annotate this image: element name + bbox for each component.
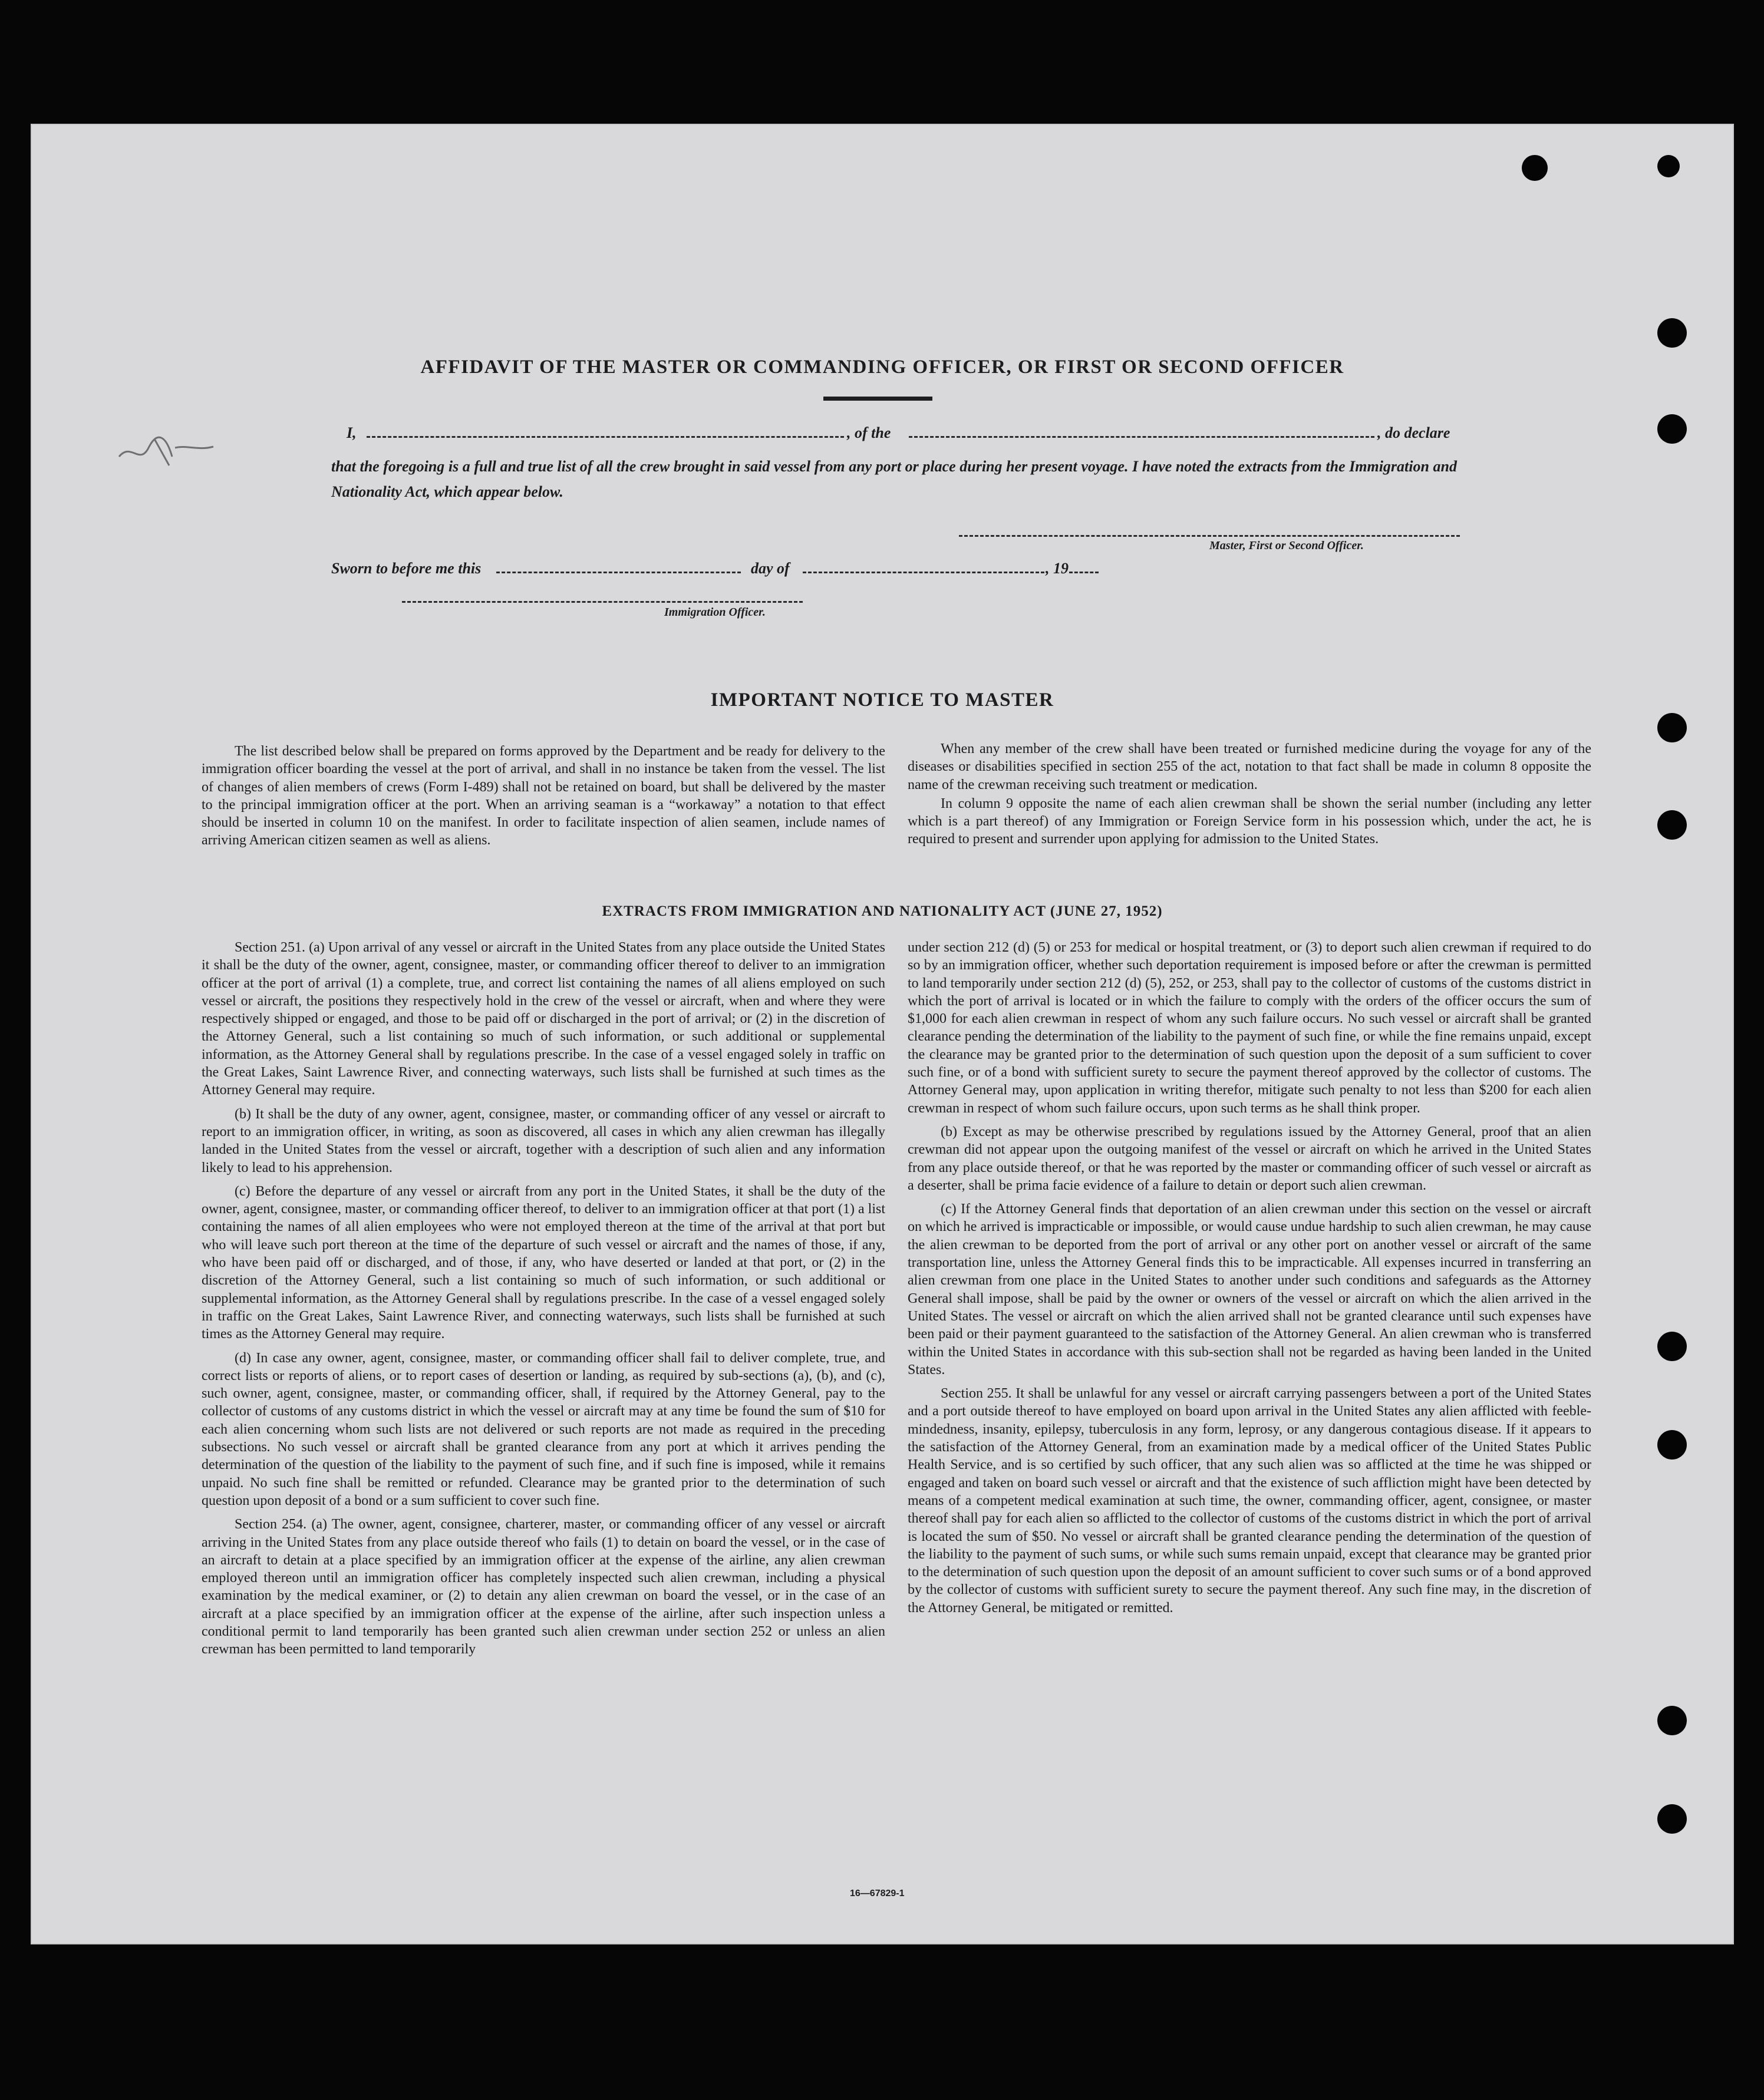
punch-hole xyxy=(1657,1706,1687,1735)
extracts-left-column xyxy=(202,939,885,1665)
affidavit-title: AFFIDAVIT OF THE MASTER OR COMMANDING OFFICER, OR FIRST OR SECOND OFFICER xyxy=(420,356,1344,378)
section-251a: Section 251. (a) Upon arrival of any vessel or aircraft in the United States from any place outside the United States it shall be the duty of the owner, agent, consignee, master, or commanding officer thereof to deliver to an immigration officer at the port of arrival (1) a complete, true, and correct list containing the names of all aliens employed on such vessel or aircraft, the positions they respectively hold in the crew of the vessel or aircraft, when and where they were respectively shipped or engaged, and those to be paid off or discharged in the port of arrival; or (2) in the discretion of the Attorney General, such a list containing so much of such information, or such additional or supplemental information, as the Attorney General shall by regulations prescribe. In the case of a vessel engaged solely in traffic on the Great Lakes, Saint Lawrence River, and connecting waterways, such lists shall be furnished at such times as the Attorney General may require. xyxy=(202,940,885,1098)
sworn-year-field[interactable] xyxy=(1069,572,1099,573)
punch-hole xyxy=(1657,1804,1687,1834)
year-label: , 19 xyxy=(1046,560,1069,577)
sworn-label: Sworn to before me this xyxy=(331,560,482,577)
form-number: 16—67829-1 xyxy=(850,1888,905,1898)
punch-hole xyxy=(1657,1332,1687,1361)
section-254a-continued: under section 212 (d) (5) or 253 for medical or hospital treatment, or (3) to deport such alien crewman if required to do so by an immigration officer, whether such deportation requirement is imposed before or after the crewman is permitted to land temporarily under section 212 (d) (5), 252, or 253, shall pay to the collector of customs of the customs district in which the port of arrival is located or in which the failure to comply with the orders of the officer occurs the sum of $1,000 for each alien crewman in respect of whom any such failure occurs. No such vessel or aircraft shall be granted clearance pending the determination of the liability to the payment of such fine, or while the fine remains unpaid, except the clearance may be granted prior to the determination of such question upon the deposit of a sum sufficient to cover such fine, or of a bond with sufficient surety to secure the payment thereof approved by the collector of customs. The Attorney General may, upon application in writing therefor, mitigate such penalty to not less than $200 for each alien crewman in respect of whom such failure occurs, upon such terms as he shall think proper. xyxy=(908,940,1591,1116)
vessel-field[interactable] xyxy=(909,436,1374,438)
notice-left-column xyxy=(202,742,885,856)
section-251b: (b) It shall be the duty of any owner, agent, consignee, master, or commanding officer of any vessel or aircraft to report to an immigration officer, in writing, as soon as discovered, all cases in which any alien crewman has illegally landed in the United States from the vessel or aircraft, together with a description of such alien and any information likely to lead to his apprehension. xyxy=(202,1106,885,1176)
i-label: I, xyxy=(347,424,357,441)
title-underline xyxy=(823,397,932,401)
punch-hole xyxy=(1522,155,1548,181)
section-255: Section 255. It shall be unlawful for any vessel or aircraft carrying passengers between a port of the United States and a port outside thereof to have employed on board upon arrival in the United States any alien afflicted with feeble-mindedness, insanity, epilepsy, tuberculosis in any form, leprosy, or any dangerous contagious disease. If it appears to the satisfaction of the Attorney General, from an examination made by a medical officer of the United States Public Health Service, and is so certified by such officer, that any such alien was so afflicted at the time he was shipped or engaged and taken on board such vessel or aircraft and that the existence of such affliction might have been detected by means of a competent medical examination at such time, the owner, commanding officer, agent, consignee, or master thereof shall pay for each alien so afflicted to the collector of customs of the customs district in which the port of arrival is located the sum of $50. No vessel or aircraft shall be granted clearance pending the determination of the question of the liability to the payment of such sums, or while such sums remain unpaid, except that clearance may be granted prior to the determination of such question upon the deposit of an amount sufficient to cover such sums or of a bond approved by the collector of customs with sufficient surety to secure the payment thereof. Any such fine may, in the discretion of the Attorney General, be mitigated or remitted. xyxy=(908,1386,1591,1616)
punch-hole xyxy=(1657,810,1687,840)
section-254a: Section 254. (a) The owner, agent, consignee, charterer, master, or commanding officer of any vessel or aircraft arriving in the United States from any place outside thereof who fails (1) to detain on board the vessel, or in the case of an aircraft to detain at a place specified by an immigration officer at the expense of the airline, any alien crewman employed thereon until an immigration officer has completely inspected such alien crewman, including a physical examination by the medical examiner, or (2) to detain any alien crewman on board the vessel, or in the case of an aircraft at a place specified by an immigration officer at the expense of the airline, after such inspection unless a conditional permit to land temporarily has been granted such alien crewman under section 252 or unless an alien crewman has been permitted to land temporarily xyxy=(202,1517,885,1657)
immigration-officer-signature-field[interactable] xyxy=(402,601,803,603)
punch-hole xyxy=(1657,414,1687,444)
master-caption: Master, First or Second Officer. xyxy=(1209,539,1364,552)
handwritten-initials xyxy=(113,430,219,471)
extracts-title: EXTRACTS FROM IMMIGRATION AND NATIONALITY ACT (JUNE 27, 1952) xyxy=(602,903,1163,919)
punch-hole xyxy=(1657,713,1687,742)
immigration-officer-caption: Immigration Officer. xyxy=(664,606,766,619)
section-254c: (c) If the Attorney General finds that deportation of an alien crewman under this section on the vessel or aircraft on which he arrived is impracticable or impossible, or would cause undue hardship to such alien crewman, he may cause the alien crewman to be deported from the port of arrival or any other port on another vessel or aircraft of the same transportation line, unless the Attorney General finds this to be impracticable. All expenses incurred in transferring an alien crewman from one place in the United States to another under such conditions and safeguards as the Attorney General shall impose, shall be paid by the owner or owners of the vessel or aircraft on which the alien arrived in the United States. The vessel or aircraft on which the alien arrived shall not be granted clearance until such expenses have been paid or their payment guaranteed to the satisfaction of the Attorney General. An alien crewman who is transferred within the United States in accordance with this sub-section shall not be regarded as having been landed in the United States. xyxy=(908,1201,1591,1378)
notice-paragraph: When any member of the crew shall have been treated or furnished medicine during the voyage for any of the diseases or disabilities specified in section 255 of the act, notation to that fact shall be made in column 8 opposite the name of the crewman receiving such treatment or medication. xyxy=(908,741,1591,793)
notice-title: IMPORTANT NOTICE TO MASTER xyxy=(710,689,1054,711)
sworn-day-field[interactable] xyxy=(496,572,741,573)
section-254b: (b) Except as may be otherwise prescribed by regulations issued by the Attorney General, proof that an alien crewman did not appear upon the outgoing manifest of the vessel or aircraft on which he arrived in the United States from any place outside thereof, or that he was reported by the master or commanding officer of such vessel or aircraft as a deserter, shall be prima facie evidence of a failure to detain or deport such alien crewman. xyxy=(908,1124,1591,1193)
notice-paragraph: The list described below shall be prepared on forms approved by the Department and be ready for delivery to the immigration officer boarding the vessel at the port of arrival, and shall in no instance be taken from the vessel. The list of changes of alien members of crews (Form I-489) shall not be retained on board, but shall be delivered by the master to the principal immigration officer at the port. When an arriving seaman is a “workaway” a notation to that effect should be inserted in column 10 on the manifest. In order to facilitate inspection of alien seamen, include names of arriving American citizen seamen as well as aliens. xyxy=(202,744,885,848)
day-of-label: day of xyxy=(751,560,790,577)
notice-paragraph: In column 9 opposite the name of each alien crewman shall be shown the serial number (including any letter which is a part thereof) of any Immigration or Foreign Service form in his possession which, under the act, he is required to present and surrender upon applying for admission to the United States. xyxy=(908,795,1591,847)
form-page xyxy=(31,124,1734,1944)
extracts-right-column xyxy=(908,939,1591,1623)
name-field[interactable] xyxy=(367,436,844,438)
sworn-month-field[interactable] xyxy=(803,572,1044,573)
of-the-label: , of the xyxy=(847,424,891,441)
notice-right-column xyxy=(908,740,1591,854)
punch-hole xyxy=(1657,155,1680,177)
punch-hole xyxy=(1657,1430,1687,1460)
section-251d: (d) In case any owner, agent, consignee, master, or commanding officer shall fail to deliver complete, true, and correct lists or reports of aliens, or to report cases of desertion or landing, as required by sub-sections (a), (b), and (c), such owner, agent, consignee, master, or commanding officer, shall, if required by the Attorney General, pay to the collector of customs of any customs district in which the vessel or aircraft may at any time be found the sum of $10 for each alien concerning whom such lists are not delivered or such reports are not made as required in the preceding subsections. No such vessel or aircraft shall be granted clearance from any port at which it arrives pending the determination of the question of the liability to the payment of such fine, and if such fine is imposed, while it remains unpaid. No such fine shall be remitted or refunded. Clearance may be granted prior to the determination of such question upon deposit of a bond or a sum sufficient to cover such fine. xyxy=(202,1350,885,1508)
punch-hole xyxy=(1657,318,1687,348)
do-declare-label: , do declare xyxy=(1377,424,1450,441)
declaration-text: that the foregoing is a full and true list of all the crew brought in said vessel from any port or place during her present voyage. I have noted the extracts from the Immigration and Nationality Act, which appear below. xyxy=(331,458,1457,500)
master-signature-field[interactable] xyxy=(959,535,1460,537)
section-251c: (c) Before the departure of any vessel or aircraft from any port in the United States, it shall be the duty of the owner, agent, consignee, master, or commanding officer thereof, to deliver to an immigration officer at that port (1) a list containing the names of all alien employees who were not employed thereon at the time of the arrival at that port but who will leave such port thereon at the time of the departure of such vessel or aircraft and the names of those, if any, who have been paid off or discharged, and of those, if any, who have deserted or landed at that port, or (2) in the discretion of the Attorney General, such a list containing so much of such information, or such additional or supplemental information, as the Attorney General shall by regulations prescribe. In the case of a vessel engaged solely in traffic on the Great Lakes, Saint Lawrence River, and connecting waterways, such lists shall be furnished at such times as the Attorney General may require. xyxy=(202,1183,885,1342)
